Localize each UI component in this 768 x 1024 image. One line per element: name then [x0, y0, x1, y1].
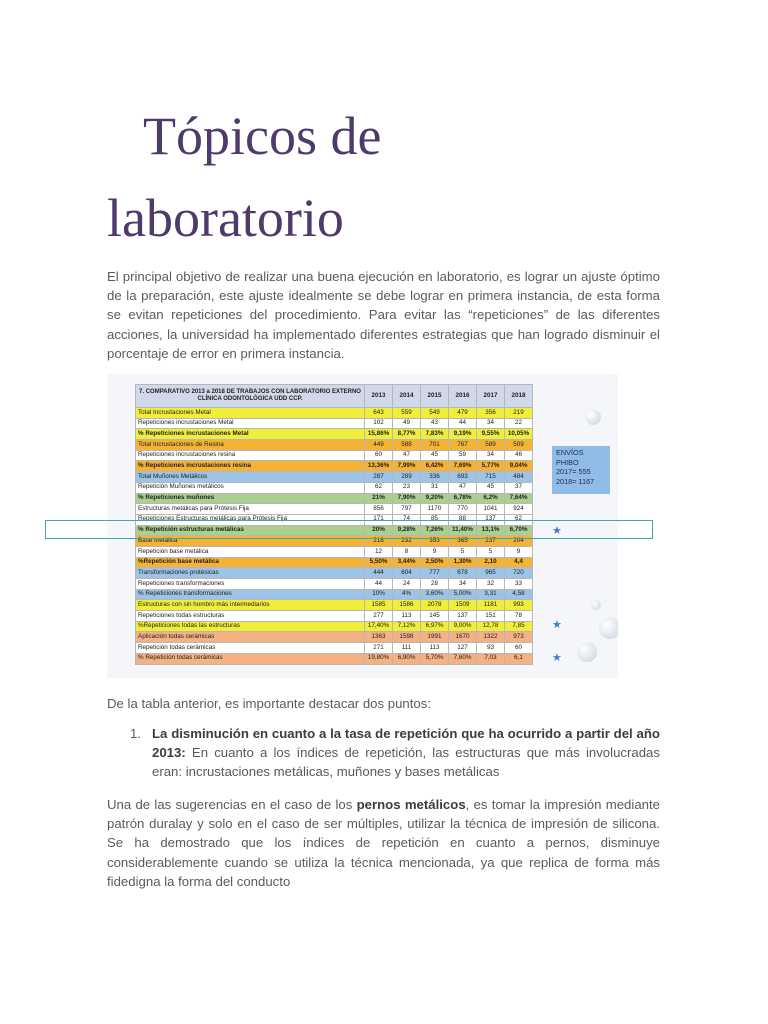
- table-cell: 78: [505, 611, 533, 622]
- table-cell: 3,44%: [393, 557, 421, 568]
- table-cell: 356: [477, 408, 505, 419]
- table-row: [136, 450, 533, 461]
- table-cell: 24: [393, 579, 421, 590]
- table-cell: 1586: [393, 600, 421, 611]
- table-cell: 59: [449, 450, 477, 461]
- table-cell: 9: [505, 546, 533, 557]
- table-cell: 60: [505, 643, 533, 654]
- table-cell: 797: [393, 504, 421, 515]
- table-cell: 1322: [477, 632, 505, 643]
- table-cell: 21%: [365, 493, 393, 504]
- table-cell: 85: [421, 514, 449, 525]
- table-cell: 127: [449, 643, 477, 654]
- table-cell: 1041: [477, 504, 505, 515]
- table-cell: 7,90%: [393, 493, 421, 504]
- table-cell: 7,60%: [449, 653, 477, 664]
- table-row: [136, 632, 533, 643]
- table-cell: 9,19%: [449, 429, 477, 440]
- bubble-decoration: [577, 642, 597, 662]
- row-label: Repetición Muñones metálicos: [136, 482, 365, 493]
- table-cell: 549: [421, 408, 449, 419]
- row-label: %Repetición base metálica: [136, 557, 365, 568]
- row-label: Repetición base metálica: [136, 546, 365, 557]
- table-cell: 8: [393, 546, 421, 557]
- table-cell: 1991: [421, 632, 449, 643]
- table-row: [136, 568, 533, 579]
- table-cell: 5: [477, 546, 505, 557]
- table-cell: 770: [449, 504, 477, 515]
- table-cell: 33: [505, 579, 533, 590]
- year-header: 2016: [449, 385, 477, 408]
- table-row: [136, 504, 533, 515]
- table-cell: 3,31: [477, 589, 505, 600]
- infobox-line: PHIBO: [556, 457, 579, 467]
- row-label: Base metálica: [136, 536, 365, 547]
- table-cell: 47: [449, 482, 477, 493]
- table-cell: 31: [421, 482, 449, 493]
- table-cell: 47: [393, 450, 421, 461]
- table-cell: 3,60%: [421, 589, 449, 600]
- table-cell: 9,00%: [449, 621, 477, 632]
- table-cell: 6,90%: [393, 653, 421, 664]
- table-cell: 28: [421, 579, 449, 590]
- table-cell: 1181: [477, 600, 505, 611]
- list-item: [130, 724, 660, 782]
- table-cell: 34: [477, 418, 505, 429]
- bubble-decoration: [599, 617, 618, 639]
- table-cell: 74: [393, 514, 421, 525]
- list-item-bold: La disminución en cuanto a la tasa de repetición que ha ocurrido a partir del año 2013:: [152, 726, 660, 761]
- table-cell: 277: [365, 611, 393, 622]
- table-cell: 509: [505, 440, 533, 451]
- table-cell: 15,86%: [365, 429, 393, 440]
- table-cell: 993: [505, 600, 533, 611]
- table-cell: 588: [393, 440, 421, 451]
- table-cell: 19,80%: [365, 653, 393, 664]
- table-cell: 7,85: [505, 621, 533, 632]
- row-label: Repeticiones transformaciones: [136, 579, 365, 590]
- table-cell: 37: [505, 482, 533, 493]
- row-highlight-box: [45, 520, 653, 539]
- table-cell: 93: [477, 643, 505, 654]
- table-cell: 7,99%: [393, 461, 421, 472]
- table-cell: 1670: [449, 632, 477, 643]
- table-cell: 17,40%: [365, 621, 393, 632]
- table-cell: 7,64%: [505, 493, 533, 504]
- table-cell: 219: [505, 408, 533, 419]
- table-cell: 7,03: [477, 653, 505, 664]
- row-label: %Repeticiones todas las estructuras: [136, 621, 365, 632]
- table-cell: 237: [477, 536, 505, 547]
- table-cell: 102: [365, 418, 393, 429]
- closing-bold: pernos metálicos: [356, 797, 466, 812]
- table-row: [136, 418, 533, 429]
- table-cell: 9,20%: [421, 493, 449, 504]
- table-cell: 88: [449, 514, 477, 525]
- table-cell: 9,55%: [477, 429, 505, 440]
- table-cell: 767: [449, 440, 477, 451]
- row-label: % Repetición todas cerámicas: [136, 653, 365, 664]
- table-cell: 145: [421, 611, 449, 622]
- table-cell: 6,2%: [477, 493, 505, 504]
- table-cell: 111: [393, 643, 421, 654]
- table-row: [136, 493, 533, 504]
- table-caption: 7. COMPARATIVO 2013 a 2018 DE TRABAJOS CON LABORATORIO EXTERNO CLÍNICA ODONTOLÓGICA UDD CCP.: [136, 385, 365, 408]
- table-cell: 1170: [421, 504, 449, 515]
- table-cell: 7,69%: [449, 461, 477, 472]
- table-cell: 45: [421, 450, 449, 461]
- year-header: 2018: [505, 385, 533, 408]
- table-cell: 559: [393, 408, 421, 419]
- table-cell: 12,78: [477, 621, 505, 632]
- table-cell: 45: [477, 482, 505, 493]
- table-cell: 62: [505, 514, 533, 525]
- table-cell: 12: [365, 546, 393, 557]
- table-row: [136, 579, 533, 590]
- table-cell: 965: [477, 568, 505, 579]
- table-cell: 113: [421, 643, 449, 654]
- star-icon: ★: [552, 619, 562, 631]
- table-cell: 6,70%: [505, 525, 533, 536]
- table-row: [136, 461, 533, 472]
- table-cell: 44: [365, 579, 393, 590]
- table-cell: 6,97%: [421, 621, 449, 632]
- table-cell: 2,50%: [421, 557, 449, 568]
- table-row: [136, 429, 533, 440]
- table-cell: 9,04%: [505, 461, 533, 472]
- table-row: [136, 643, 533, 654]
- row-label: Transformaciones protésicas: [136, 568, 365, 579]
- closing-paragraph: [107, 795, 660, 891]
- table-cell: 1,30%: [449, 557, 477, 568]
- table-cell: 365: [449, 536, 477, 547]
- table-row: [136, 408, 533, 419]
- table-cell: 137: [449, 611, 477, 622]
- row-label: Repetición todas cerámicas: [136, 643, 365, 654]
- table-cell: 137: [477, 514, 505, 525]
- table-cell: 4,58: [505, 589, 533, 600]
- table-row: [136, 557, 533, 568]
- table-cell: 10%: [365, 589, 393, 600]
- row-label: Aplicación todas cerámicas: [136, 632, 365, 643]
- table-row: [136, 482, 533, 493]
- row-label: Total Incrustaciones Metal: [136, 408, 365, 419]
- infobox-line: 2018= 1167: [556, 476, 595, 486]
- table-cell: 720: [505, 568, 533, 579]
- row-label: % Repeticiones incrustaciones Metal: [136, 429, 365, 440]
- row-label: Total Incrustaciones de Resina: [136, 440, 365, 451]
- page-title: [107, 95, 707, 259]
- table-cell: 973: [505, 632, 533, 643]
- table-row: [136, 600, 533, 611]
- table-row: [136, 589, 533, 600]
- year-header: 2017: [477, 385, 505, 408]
- table-cell: 6,78%: [449, 493, 477, 504]
- table-cell: 1363: [365, 632, 393, 643]
- table-cell: 353: [421, 536, 449, 547]
- table-cell: 9: [421, 546, 449, 557]
- row-label: Estructuras con sin hombro más intermediarios: [136, 600, 365, 611]
- bubble-decoration: [591, 600, 601, 610]
- table-cell: 1598: [393, 632, 421, 643]
- table-cell: 43: [421, 418, 449, 429]
- table-row: [136, 440, 533, 451]
- table-cell: 287: [365, 472, 393, 483]
- table-cell: 2,10: [477, 557, 505, 568]
- table-cell: 5,77%: [477, 461, 505, 472]
- table-cell: 22: [505, 418, 533, 429]
- table-cell: 34: [449, 579, 477, 590]
- table-row: [136, 611, 533, 622]
- year-header: 2015: [421, 385, 449, 408]
- title-line-2: laboratorio: [107, 188, 344, 248]
- row-label: % Repeticiones incrustaciones resina: [136, 461, 365, 472]
- table-cell: 6,1: [505, 653, 533, 664]
- table-cell: 643: [365, 408, 393, 419]
- table-cell: 289: [393, 472, 421, 483]
- table-cell: 604: [393, 568, 421, 579]
- table-cell: 1585: [365, 600, 393, 611]
- table-cell: 678: [449, 568, 477, 579]
- row-label: % Repeticiones transformaciones: [136, 589, 365, 600]
- closing-post: , es tomar la impresión mediante patrón duralay y solo en el caso de ser múltiples, utilizar la técnica de impresión de silicona. Se ha demostrado que los índices de repetición en cuanto a pernos, disminuye considerablemente cuando se utiliza la técnica mencionada, ya que replica de forma más fidedigna la forma del conducto: [107, 797, 660, 889]
- table-cell: 171: [365, 514, 393, 525]
- table-cell: 444: [365, 568, 393, 579]
- table-cell: 10,05%: [505, 429, 533, 440]
- infobox-line: ENVÍOS: [556, 448, 584, 457]
- table-row: [136, 546, 533, 557]
- table-cell: 715: [477, 472, 505, 483]
- table-cell: 232: [393, 536, 421, 547]
- table-cell: 4%: [393, 589, 421, 600]
- table-cell: 4,4: [505, 557, 533, 568]
- table-cell: 924: [505, 504, 533, 515]
- table-cell: 8,77%: [393, 429, 421, 440]
- year-header: 2014: [393, 385, 421, 408]
- table-cell: 23: [393, 482, 421, 493]
- table-cell: 2078: [421, 600, 449, 611]
- table-cell: 44: [449, 418, 477, 429]
- table-cell: 204: [505, 536, 533, 547]
- table-cell: 449: [365, 440, 393, 451]
- table-cell: 7,26%: [421, 525, 449, 536]
- table-cell: 7,83%: [421, 429, 449, 440]
- infobox-line: 2017= 555: [556, 467, 591, 476]
- row-label: % Repetición estructuras metálicas: [136, 525, 365, 536]
- table-row: [136, 472, 533, 483]
- table-cell: 20%: [365, 525, 393, 536]
- table-cell: 62: [365, 482, 393, 493]
- table-cell: 113: [393, 611, 421, 622]
- table-cell: 589: [477, 440, 505, 451]
- table-cell: 5,70%: [421, 653, 449, 664]
- table-cell: 693: [449, 472, 477, 483]
- row-label: % Repeticiones muñones: [136, 493, 365, 504]
- table-cell: 1509: [449, 600, 477, 611]
- row-label: Repeticiones incrustaciones resina: [136, 450, 365, 461]
- list-number: 1.: [130, 726, 141, 741]
- table-cell: 9,28%: [393, 525, 421, 536]
- table-cell: 5,50%: [365, 557, 393, 568]
- bubble-decoration: [585, 409, 601, 425]
- after-table-paragraph: De la tabla anterior, es importante destacar dos puntos:: [107, 696, 432, 711]
- row-label: Repeticiones incrustaciones Metal: [136, 418, 365, 429]
- star-icon: ★: [552, 525, 562, 537]
- table-cell: 32: [477, 579, 505, 590]
- table-cell: 6,42%: [421, 461, 449, 472]
- row-label: Repeticiones todas estructuras: [136, 611, 365, 622]
- row-label: Total Muñones Metálicos: [136, 472, 365, 483]
- table-cell: 856: [365, 504, 393, 515]
- intro-paragraph: El principal objetivo de realizar una buena ejecución en laboratorio, es lograr un ajuste óptimo de la preparación, este ajuste idealmente se debe lograr en primera instancia, de esta forma se evitan repeticiones del procedimiento. Para evitar las “repeticiones” de las diferentes acciones, la universidad ha implementado diferentes estrategias que han logrado disminuir el porcentaje de error en primera instancia.: [107, 269, 660, 361]
- year-header: 2013: [365, 385, 393, 408]
- list-item-text: En cuanto a los índices de repetición, las estructuras que más involucradas eran: incrustaciones metálicas, muñones y bases metálicas: [152, 745, 660, 780]
- closing-pre: Una de las sugerencias en el caso de los: [107, 797, 357, 812]
- table-row: [136, 653, 533, 664]
- table-row: [136, 621, 533, 632]
- star-icon: ★: [552, 652, 562, 664]
- table-cell: 46: [505, 450, 533, 461]
- table-cell: 60: [365, 450, 393, 461]
- table-cell: 701: [421, 440, 449, 451]
- row-label: Estructuras metálicas para Prótesis Fija: [136, 504, 365, 515]
- table-cell: 13,36%: [365, 461, 393, 472]
- table-cell: 5: [449, 546, 477, 557]
- table-cell: 7,12%: [393, 621, 421, 632]
- table-cell: 49: [393, 418, 421, 429]
- table-cell: 151: [477, 611, 505, 622]
- shipments-infobox: [552, 446, 610, 494]
- title-line-1: Tópicos de: [143, 106, 382, 166]
- left-arrow-icon: [617, 454, 618, 482]
- table-cell: 777: [421, 568, 449, 579]
- table-cell: 336: [421, 472, 449, 483]
- table-cell: 13,1%: [477, 525, 505, 536]
- table-cell: 34: [477, 450, 505, 461]
- table-cell: 484: [505, 472, 533, 483]
- table-cell: 11,40%: [449, 525, 477, 536]
- table-cell: 479: [449, 408, 477, 419]
- row-label: Repeticiones Estructuras metálicas para Prótesis Fija: [136, 514, 365, 525]
- table-cell: 218: [365, 536, 393, 547]
- table-cell: 5,00%: [449, 589, 477, 600]
- table-cell: 271: [365, 643, 393, 654]
